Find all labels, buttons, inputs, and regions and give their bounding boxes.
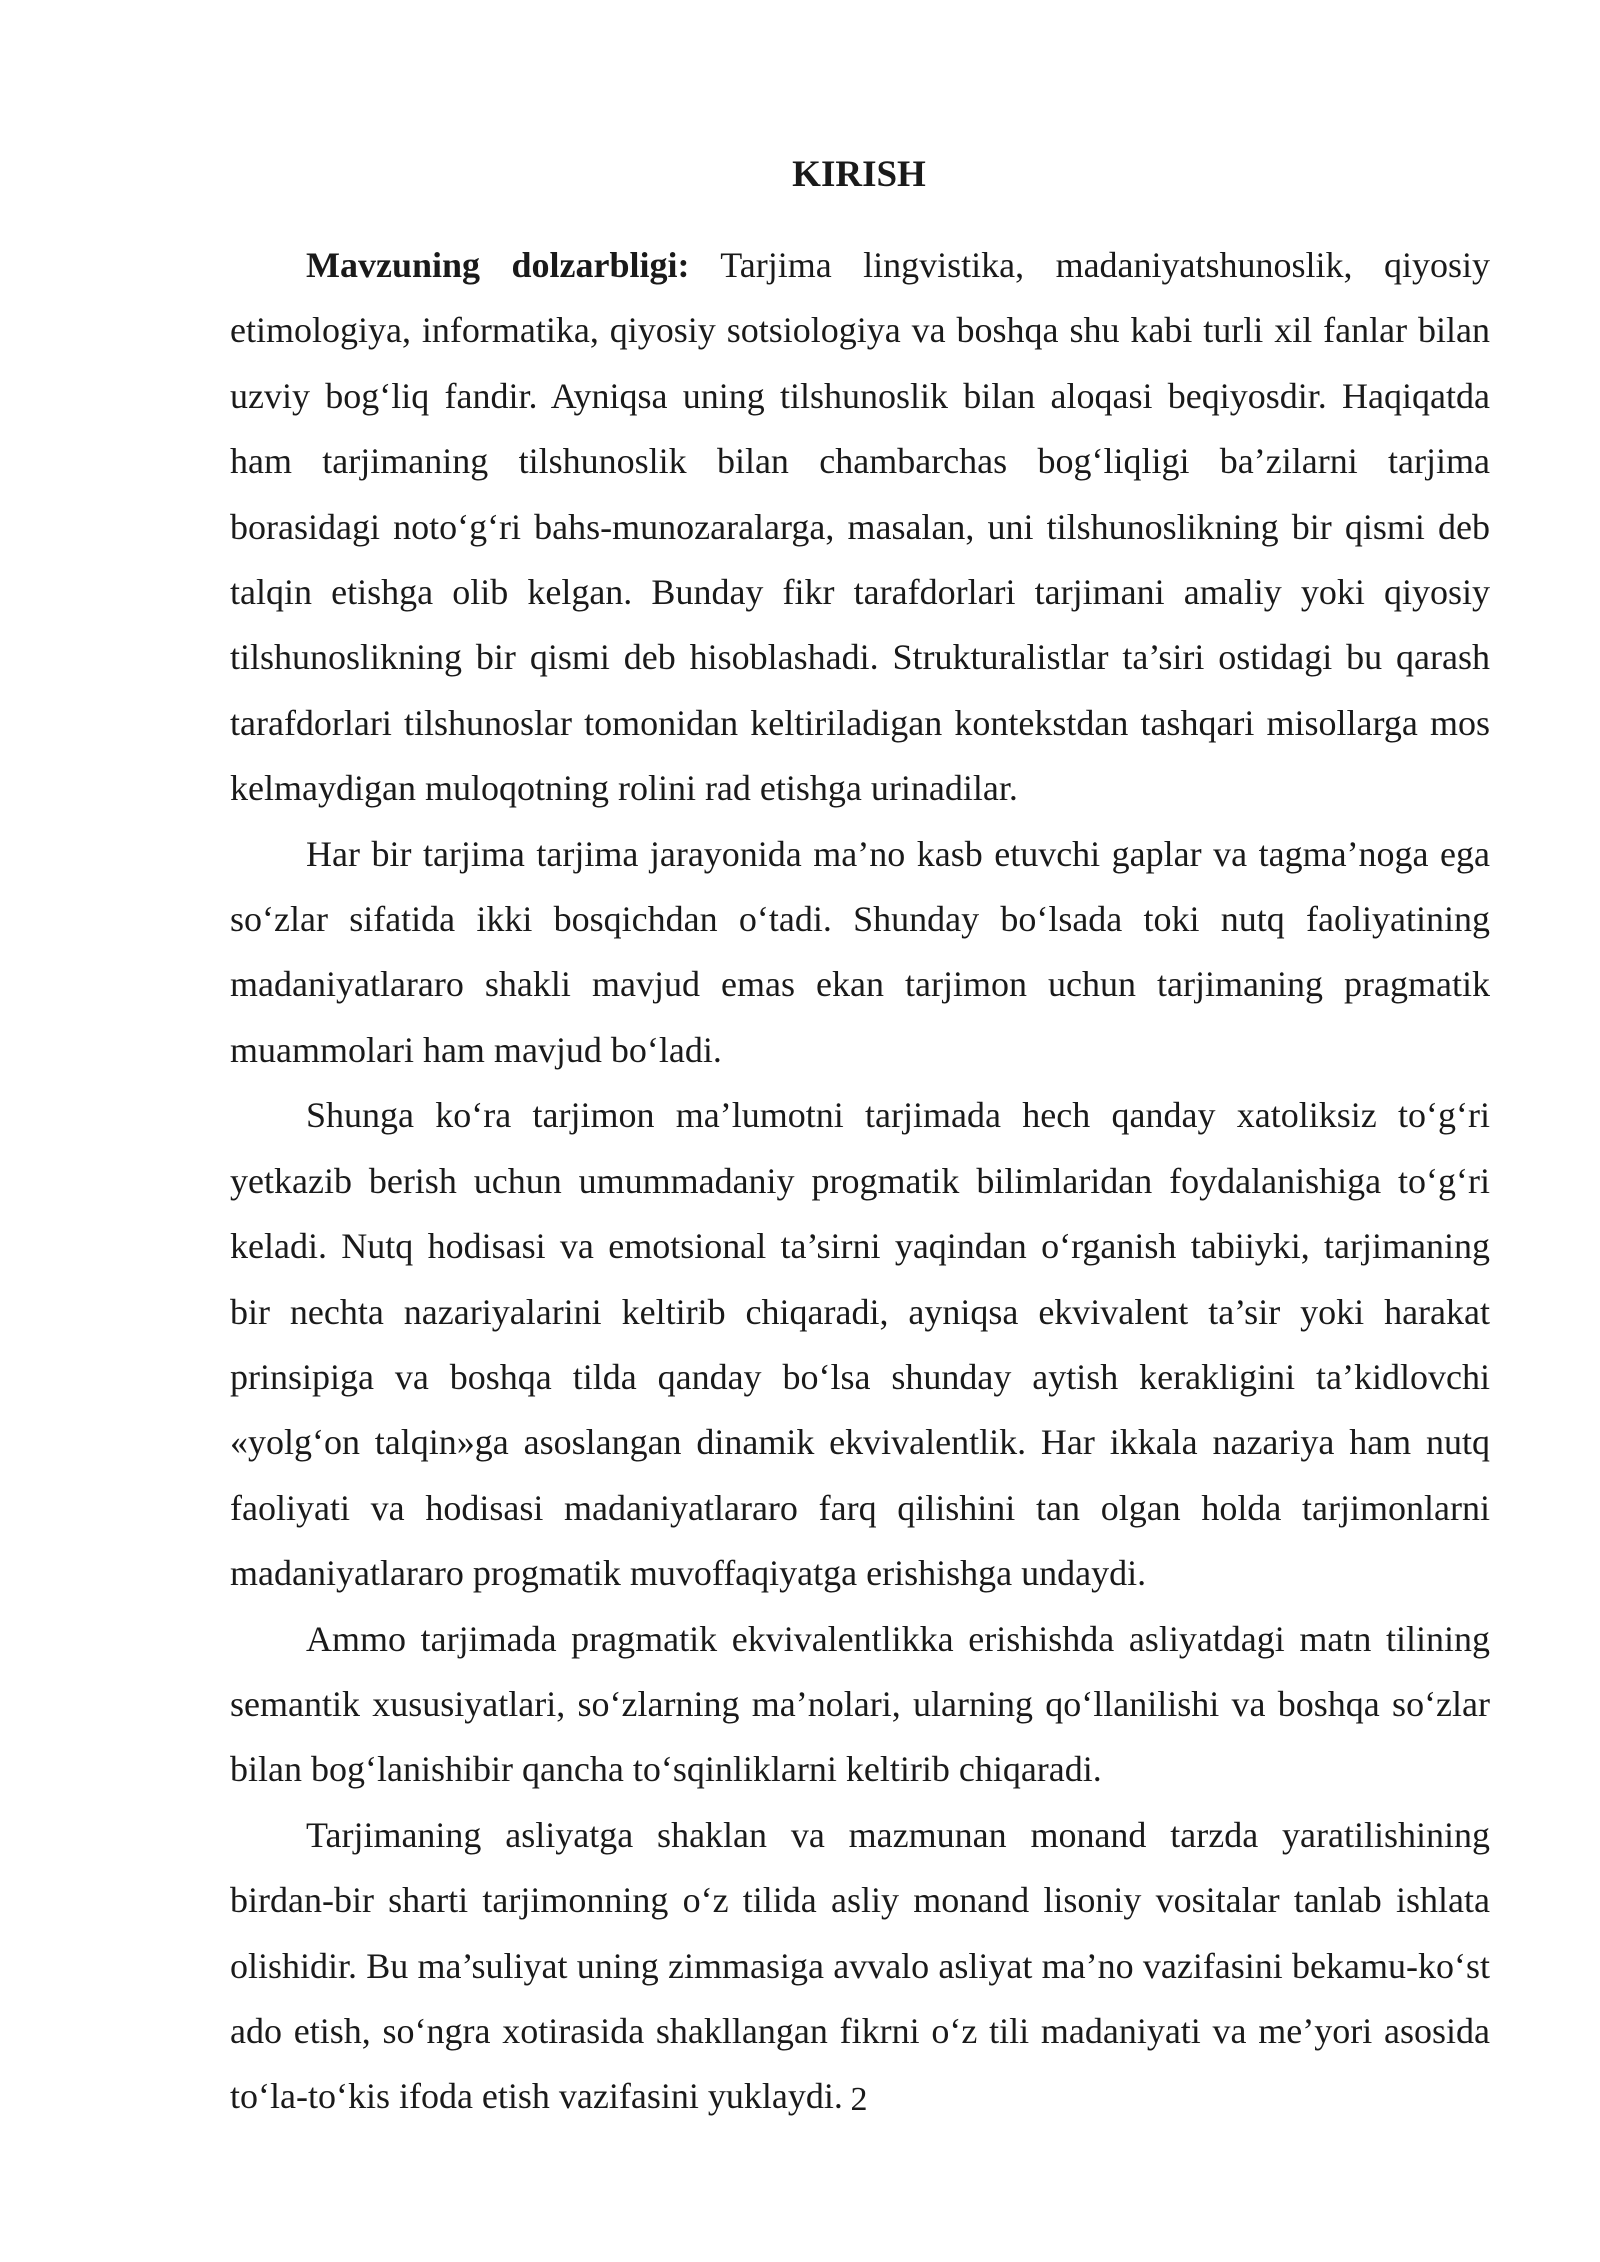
paragraph-text: Tarjima lingvistika, madaniyatshunoslik, qiyosiy etimologiya, informatika, qiyosiy sotsiologiya va boshqa shu kabi turli xil fanlar bilan uzviy bog‘liq fandir. Ayniqsa uning tilshunoslik bilan aloqasi beqiyosdir. Haqiqatda ham tarjimaning tilshunoslik bilan chambarchas bog‘liqligi ba’zilarni tarjima borasidagi noto‘g‘ri bahs-munozaralarga, masalan, uni tilshunoslikning bir qismi deb talqin etishga olib kelgan. Bunday fikr tarafdorlari tarjimani amaliy yoki qiyosiy tilshunoslikning bir qismi deb hisoblashadi. Strukturalistlar ta’siri ostidagi bu qarash tarafdorlari tilshunoslar tomonidan keltiriladigan kontekstdan tashqari misollarga mos kelmaydigan muloqotning rolini rad etishga urinadilar. (230, 245, 1490, 809)
paragraph-lead: Mavzuning dolzarbligi: (306, 245, 690, 285)
section-heading: KIRISH (792, 154, 926, 195)
paragraph: Har bir tarjima tarjima jarayonida ma’no kasb etuvchi gaplar va tagma’noga ega so‘zlar sifatida ikki bosqichdan o‘tadi. Shunday bo‘lsada toki nutq faoliyatining madaniyatlararo shakli mavjud emas ekan tarjimon uchun tarjimaning pragmatik muammolari ham mavjud bo‘ladi. (230, 833, 1490, 1070)
paragraph: Tarjimaning asliyatga shaklan va mazmunan monand tarzda yaratilishining birdan-bir sharti tarjimonning o‘z tilida asliy monand lisoniy vositalar tanlab ishlata olishidir. Bu ma’suliyat uning zimmasiga avvalo asliyat ma’no vazifasini bekamu-ko‘st ado etish, so‘ngra xotirasida shakllangan fikrni o‘z tili madaniyati va me’yori asosida to‘la-to‘kis ifoda etish vazifasini yuklaydi. (230, 1814, 1490, 2117)
paragraph: Ammo tarjimada pragmatik ekvivalentlikka erishishda asliyatdagi matn tilining semantik xususiyatlari, so‘zlarning ma’nolari, ularning qo‘llanilishi va boshqa so‘zlar bilan bog‘lanishibir qancha to‘sqinliklarni keltirib chiqaradi. (230, 1618, 1490, 1790)
body-text (230, 233, 1490, 2130)
paragraph-relevance (230, 233, 1490, 822)
page-number: 2 (850, 2081, 868, 2118)
paragraph: Shunga ko‘ra tarjimon ma’lumotni tarjimada hech qanday xatoliksiz to‘g‘ri yetkazib berish uchun umummadaniy progmatik bilimlaridan foydalanishiga to‘g‘ri keladi. Nutq hodisasi va emotsional ta’sirni yaqindan o‘rganish tabiiyki, tarjimaning bir nechta nazariyalarini keltirib chiqaradi, ayniqsa ekvivalent ta’sir yoki harakat prinsipiga va boshqa tilda qanday bo‘lsa shunday aytish kerakligini ta’kidlovchi «yolg‘on talqin»ga asoslangan dinamik ekvivalentlik. Har ikkala nazariya ham nutq faoliyati va hodisasi madaniyatlararo farq qilishini tan olgan holda tarjimonlarni madaniyatlararo progmatik muvoffaqiyatga erishishga undaydi. (230, 1095, 1490, 1594)
